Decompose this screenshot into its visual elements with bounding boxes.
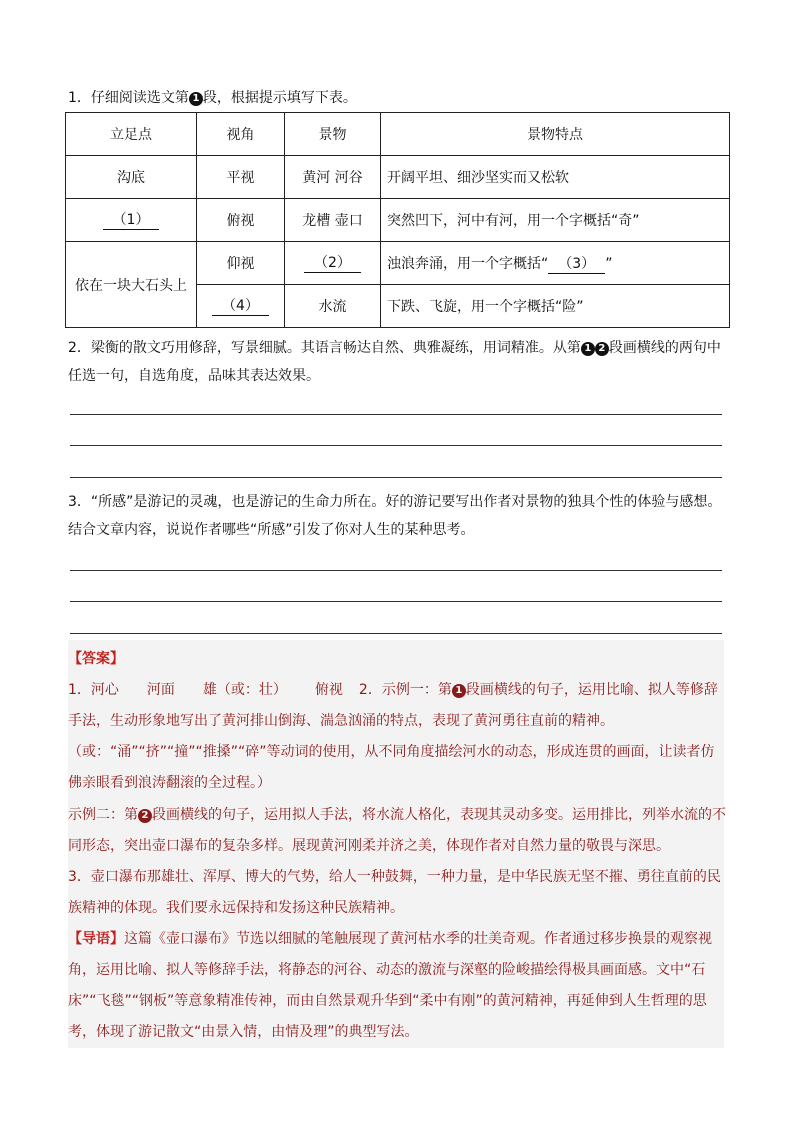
header-cell: 景物特点 <box>381 113 730 156</box>
table-row <box>66 156 730 199</box>
table-cell: 仰视 <box>197 242 285 285</box>
circled-number: 1 <box>581 342 595 356</box>
table-cell: 平视 <box>197 156 285 199</box>
circled-number: 2 <box>138 809 152 823</box>
header-cell: 立足点 <box>66 113 197 156</box>
answer-heading: 【答案】 <box>68 651 124 667</box>
table-cell: 依在一块大石头上 <box>66 242 197 328</box>
table-cell <box>197 285 285 328</box>
table-cell: 俯视 <box>197 199 285 242</box>
table-row <box>66 199 730 242</box>
table-cell <box>66 199 197 242</box>
table-cell: 水流 <box>285 285 381 328</box>
table-cell: 沟底 <box>66 156 197 199</box>
question-3: 3．“所感”是游记的灵魂，也是游记的生命力所在。好的游记要写出作者对景物的独具个性的体验与感想。结合文章内容，说说作者哪些“所感”引发了你对人生的某种思考。 <box>68 494 722 538</box>
circled-number: 1 <box>452 684 466 698</box>
table-cell: 开阔平坦、细沙坚实而又松软 <box>381 156 730 199</box>
answer-line[interactable] <box>70 477 722 478</box>
answer-blank[interactable]: （4） <box>212 297 269 316</box>
question-2: 2．梁衡的散文巧用修辞，写景细腻。其语言畅达自然、典雅凝练，用词精准。从第 1 2 段画横线的两句中任选一句，自选角度，品味其表达效果。 <box>68 340 721 384</box>
table-cell <box>285 242 381 285</box>
guide-section: 【导语】这篇《壶口瀑布》节选以细腻的笔触展现了黄河枯水季的壮美奇观。作者通过移步换景的观察视角，运用比喻、拟人等修辞手法，将静态的河谷、动态的激流与深壑的险峻描绘得极具画面感。文中“石床”“飞毯”“钢板”等意象精准传神，而由自然景观升华到“柔中有刚”的黄河精神，再延伸到人生哲理的思考，体现了游记散文“由景入情，由情及理”的典型写法。 <box>68 931 712 1040</box>
circled-number: 2 <box>595 342 609 356</box>
answer-line[interactable] <box>70 414 722 415</box>
answer-line[interactable] <box>70 570 722 571</box>
answer-line[interactable] <box>70 601 722 602</box>
scenery-table <box>65 112 730 328</box>
answer-blank[interactable]: （2） <box>304 254 361 273</box>
table-cell: 突然凹下，河中有河，用一个字概括“奇” <box>381 199 730 242</box>
answer-blank[interactable]: （1） <box>103 211 160 230</box>
table-cell: 龙槽 壶口 <box>285 199 381 242</box>
table-cell: 黄河 河谷 <box>285 156 381 199</box>
answer-line[interactable] <box>70 445 722 446</box>
circled-number: 1 <box>189 92 203 106</box>
header-cell: 景物 <box>285 113 381 156</box>
answer-line[interactable] <box>70 633 722 634</box>
answer-body: 1．河心 河面 雄（或：壮） 俯视 2．示例一：第 1 段画横线的句子，运用比喻、拟人等修辞手法，生动形象地写出了黄河排山倒海、湍急汹涌的特点，表现了黄河勇往直前的精神。（或：“涌”“挤”“撞”“推搡”“碎”等动词的使用，从不同角度描绘河水的动态，形成连贯的画面，让读者仿佛亲眼看到浪涛翻滚的全过程。） <box>68 682 718 791</box>
header-cell: 视角 <box>197 113 285 156</box>
answer-3: 3．壶口瀑布那雄壮、浑厚、博大的气势，给人一种鼓舞，一种力量，是中华民族无坚不摧、勇往直前的民族精神的体现。我们要永远保持和发扬这种民族精神。 <box>68 869 721 916</box>
table-cell: 浊浪奔涌，用一个字概括“ （3） ” <box>381 242 730 285</box>
table-header-row <box>66 113 730 156</box>
question-1: 1．仔细阅读选文第 1 段，根据提示填写下表。 <box>68 90 357 106</box>
table-cell: 下跌、飞旋，用一个字概括“险” <box>381 285 730 328</box>
table-row <box>66 242 730 285</box>
answer-example-2: 示例二：第 2 段画横线的句子，运用拟人手法，将水流人格化，表现其灵动多变。运用排比，列举水流的不同形态，突出壶口瀑布的复杂多样。展现黄河刚柔并济之美，体现作者对自然力量的敬畏与深思。 <box>68 807 726 854</box>
answer-blank[interactable]: （3） <box>548 255 605 274</box>
